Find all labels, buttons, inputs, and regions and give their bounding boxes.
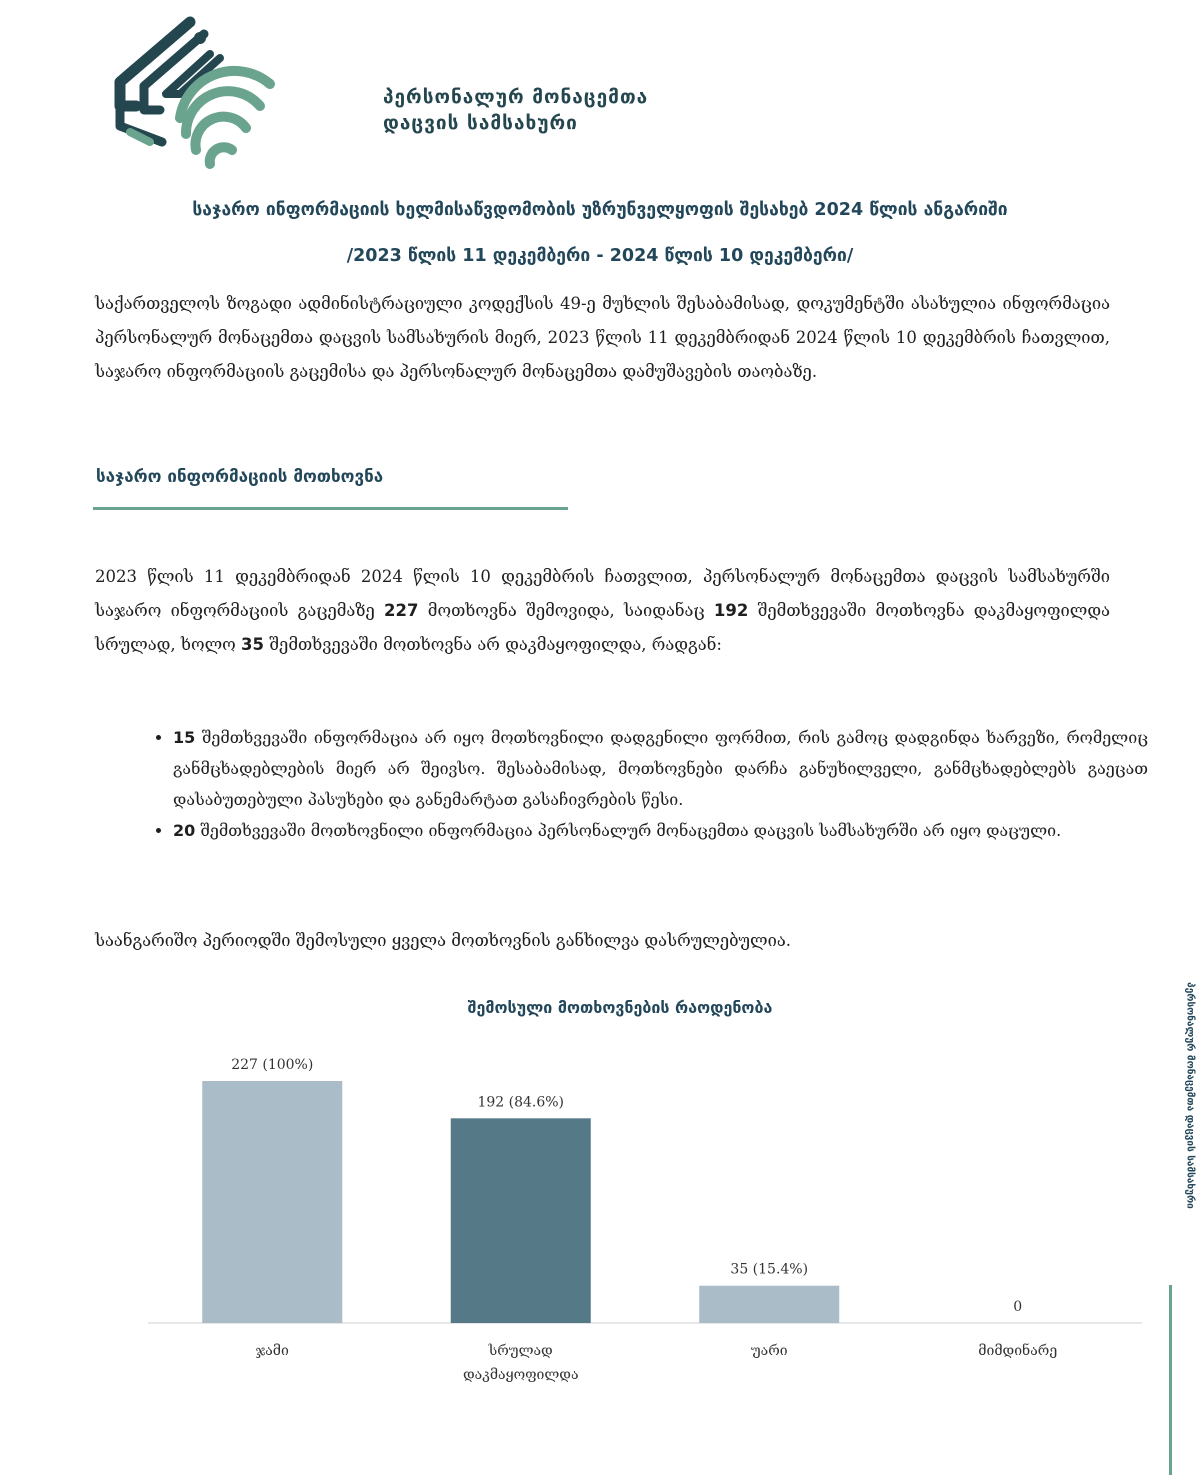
bar-0: [202, 1081, 342, 1323]
bullet-text: შემთხვევაში მოთხოვნილი ინფორმაცია პერსონალურ მონაცემთა დაცვის სამსახურში არ იყო დაცული.: [195, 821, 1062, 840]
data-label-2: 35 (15.4%): [730, 1261, 809, 1278]
bullet-text: შემთხვევაში ინფორმაცია არ იყო მოთხოვნილი დადგენილი ფორმით, რის გამოც დადგინდა ხარვეზი, რომელიც განმცხადებლების მიერ არ შეივსო. შესაბამისად, მოთხოვნები დარჩა განუხილველი, განმცხადებლებს გაეცათ დასაბუთებული პასუხები და განემარტათ გასაჩივრების წესი.: [173, 728, 1148, 809]
refused-count: 35: [241, 635, 265, 654]
data-label-0: 227 (100%): [231, 1057, 314, 1073]
intro-paragraph: საქართველოს ზოგადი ადმინისტრაციული კოდექსის 49-ე მუხლის შესაბამისად, დოკუმენტში ასახულია ინფორმაცია პერსონალურ მონაცემთა დაცვის სამსახურის მიერ, 2023 წლის 11 დეკემბრიდან 2024 წლის 10 დეკემბრის ჩათვლით, საჯარო ინფორმაციის გაცემისა და პერსონალურ მონაცემთა დამუშავების თაობაზე.: [95, 294, 1110, 381]
category-label-3: მიმდინარე: [978, 1343, 1058, 1359]
category-label-1: სრულად დაკმაყოფილდა: [462, 1343, 579, 1383]
total-count: 227: [384, 601, 419, 620]
section-text-1: 2023 წლის 11 დეკემბრიდან 2024 წლის 10 დეკემბრის ჩათვლით, პერსონალურ მონაცემთა დაცვის სამსახურში საჯარო ინფორმაციის გაცემაზე: [95, 567, 1110, 620]
data-label-3: 0: [1013, 1299, 1023, 1315]
section-text-4: შემთხვევაში მოთხოვნა არ დაკმაყოფილდა, რადგან:: [264, 635, 722, 654]
logo-line-2: დაცვის სამსახური: [383, 112, 578, 134]
bar-1: [451, 1118, 591, 1323]
report-title: საჯარო ინფორმაციის ხელმისაწვდომობის უზრუნველყოფის შესახებ 2024 წლის ანგარიში: [192, 200, 1008, 220]
report-period: /2023 წლის 11 დეკემბერი - 2024 წლის 10 დეკემბერი/: [346, 246, 854, 266]
satisfied-count: 192: [713, 601, 749, 620]
sidebar-accent-line: [1169, 1285, 1172, 1475]
section-text-3: შემთხვევაში მოთხოვნა დაკმაყოფილდა სრულად, ხოლო: [95, 601, 1110, 654]
bar-2: [699, 1286, 839, 1323]
closing-paragraph: საანგარიშო პერიოდში შემოსული ყველა მოთხოვნის განხილვა დასრულებულია.: [95, 931, 792, 950]
bullet-number: 20: [173, 821, 196, 840]
section-text-2: მოთხოვნა შემოვიდა, საიდანაც: [418, 601, 714, 620]
bullet-number: 15: [173, 728, 196, 747]
category-label-2: უარი: [750, 1343, 788, 1359]
category-label-0: ჯამი: [255, 1343, 289, 1359]
chart-title: შემოსული მოთხოვნების რაოდენობა: [467, 998, 773, 1017]
sidebar-label: პერსონალურ მონაცემთა დაცვის სამსახური: [1184, 982, 1196, 1209]
logo-line-1: პერსონალურ მონაცემთა: [383, 86, 649, 108]
section-heading: საჯარო ინფორმაციის მოთხოვნა: [96, 467, 384, 487]
data-label-1: 192 (84.6%): [477, 1094, 565, 1111]
